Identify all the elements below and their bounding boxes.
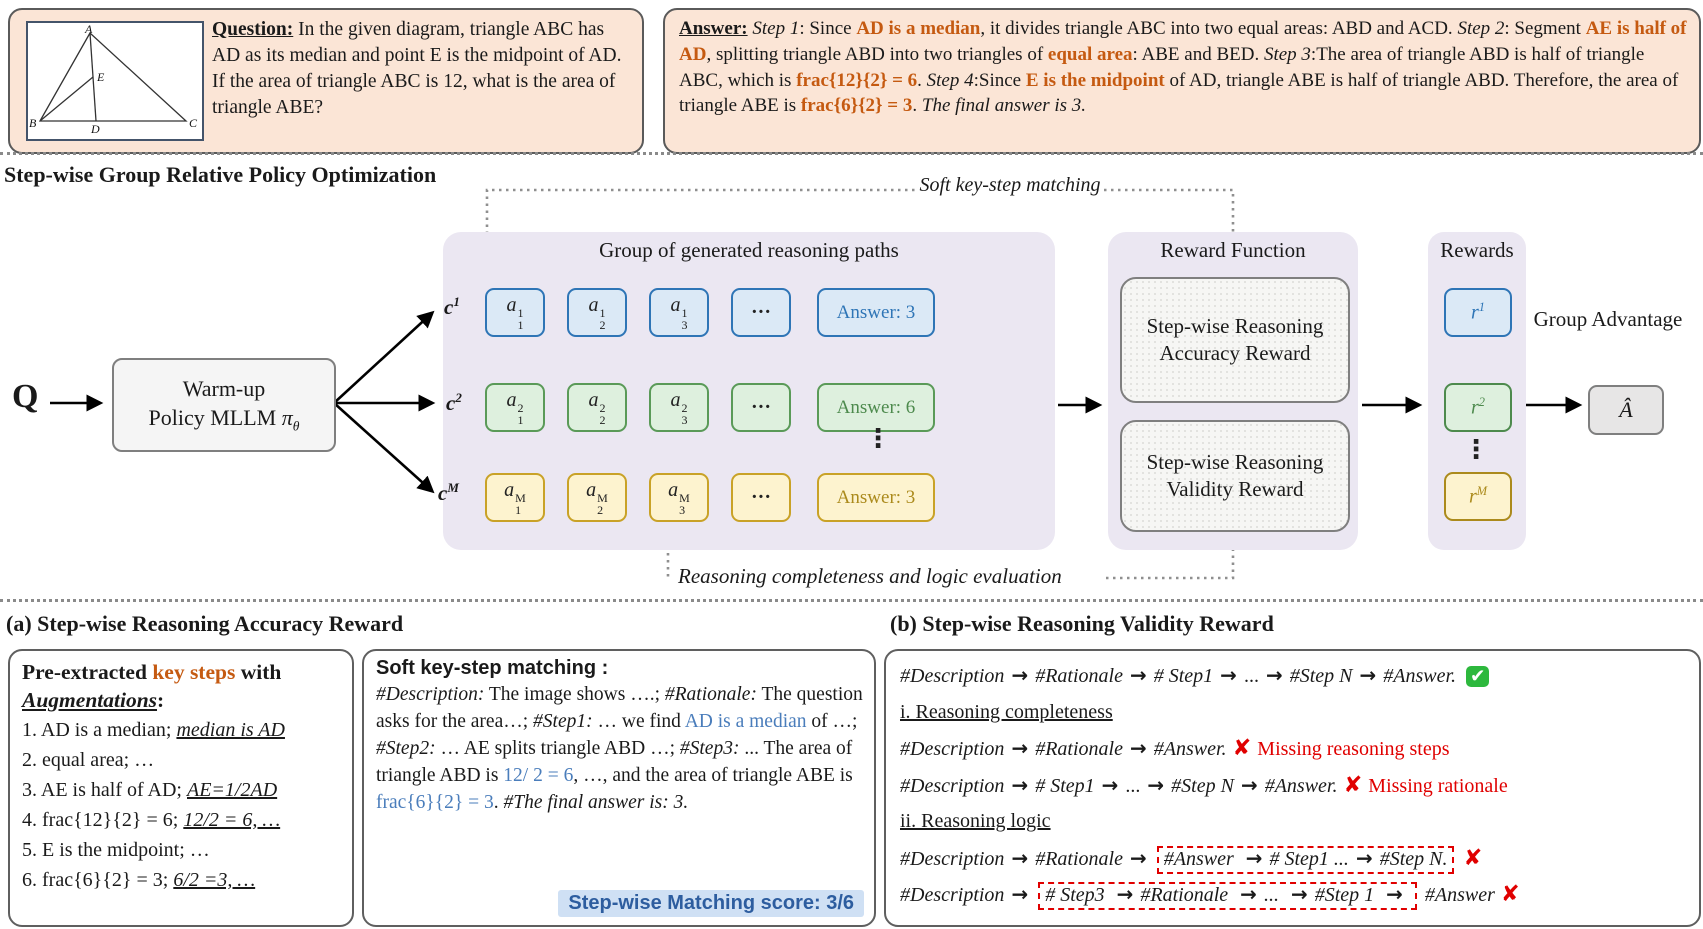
group-advantage-box: Â <box>1588 385 1664 435</box>
ellipsis-cell: ··· <box>731 288 791 337</box>
soft-matching-body: #Description: The image shows ….; #Rationale: The question asks for the area…; #Step1: … we find AD is a median of …; #Step2: … AE splits triangle ABD …; #Step3: ... The area of triangle ABD is 12/ 2 = 6, …, and the area of triangle ABE is frac{6}{2} = 3. #The final answer is: 3. <box>376 684 863 813</box>
key-steps-box <box>8 649 354 927</box>
key-step-item: 3. AE is half of AD; AE=1/2AD <box>22 778 278 801</box>
question-box <box>8 8 644 154</box>
soft-matching-box <box>362 649 876 927</box>
group-panel-title: Group of generated reasoning paths <box>599 238 899 262</box>
missing-steps-line: #Description → #Rationale → #Answer. ✘ Missing reasoning steps <box>900 735 1450 761</box>
reward-cell-rM: $r^M$ <box>1444 472 1512 521</box>
rows-ellipsis: ⋮ <box>865 424 891 454</box>
answer-cell: Answer: 3 <box>817 288 935 337</box>
rewards-ellipsis: ⋮ <box>1463 435 1489 465</box>
bad-order-2-highlight: # Step3 → #Rationale → ... → #Step 1 → <box>1038 882 1417 910</box>
dotted-divider-bottom <box>0 599 1703 602</box>
warmup-line1: Warm-up <box>182 375 266 401</box>
answer-box <box>663 8 1701 154</box>
step-cell: a M 1 <box>485 473 545 522</box>
answer-text: Answer: Step 1: Since AD is a median, it divides triangle ABC into two equal areas: ABD and ACD. Step 2: Segment AE is half of AD, splitting triangle ABD into two triangles of equal area: ABE and BED. Step 3:The area of triangle ABD is half of triangle ABC, which is frac{12}{2} = 6. Step 4:Since E is the midpoint of AD, triangle ABE is half of triangle ABD. Therefore, the area of triangle ABE is frac{6}{2} = 3. The final answer is 3. <box>679 18 1687 117</box>
reward-cell-r2: $r^2$ <box>1444 383 1512 432</box>
step-cell: a 1 2 <box>567 288 627 337</box>
validity-reward-box: Step-wise Reasoning Validity Reward <box>1120 420 1350 532</box>
logic-subheader: ii. Reasoning logic <box>900 810 1051 832</box>
bad-order-1-highlight: #Answer → # Step1 ... → #Step N. <box>1157 846 1455 874</box>
answer-cell: Answer: 3 <box>817 473 935 522</box>
key-step-item: 4. frac{12}{2} = 6; 12/2 = 6, … <box>22 808 281 831</box>
figure-label-e: E <box>97 70 105 84</box>
triangle-diagram <box>28 23 198 135</box>
group-advantage-label: Group Advantage <box>1533 307 1683 331</box>
missing-rationale-line: #Description → # Step1 → ... → #Step N → #Answer. ✘ Missing rationale <box>900 771 1508 798</box>
ellipsis-cell: ··· <box>731 473 791 522</box>
step-cell: a 1 3 <box>649 288 709 337</box>
bad-order-2-suffix: #Answer ✘ <box>1419 881 1520 907</box>
step-cell: a M 3 <box>649 473 709 522</box>
soft-matching-content <box>376 657 864 817</box>
reward-function-panel <box>1108 232 1358 550</box>
matching-score-badge: Step-wise Matching score: 3/6 <box>558 890 864 917</box>
bad-order-line-2 <box>900 876 1691 913</box>
path-label-cM: $c^M$ <box>438 480 459 505</box>
warmup-line2: Policy MLLM $\pi_\theta$ <box>148 405 300 434</box>
section-b-header: (b) Step-wise Reasoning Validity Reward <box>890 611 1274 636</box>
figure-label-a: A <box>85 23 93 36</box>
sgrpo-pipeline <box>0 160 1703 600</box>
bad-order-2-prefix: #Description → <box>900 882 1029 906</box>
soft-matching-title: Soft key-step matching : <box>376 657 609 679</box>
step-cell: a 1 1 <box>485 288 545 337</box>
completeness-subheader: i. Reasoning completeness <box>900 700 1113 723</box>
figure-label-b: B <box>29 116 37 130</box>
step-cell: a 2 1 <box>485 383 545 432</box>
validity-examples-content <box>900 657 1691 913</box>
bad-order-line-1 <box>900 840 1691 877</box>
section-a-header: (a) Step-wise Reasoning Accuracy Reward <box>6 611 404 636</box>
step-cell: a 2 3 <box>649 383 709 432</box>
step-cell: a M 2 <box>567 473 627 522</box>
reward-cell-r1: $r^1$ <box>1444 288 1512 337</box>
key-step-item: 6. frac{6}{2} = 3; 6/2 =3, … <box>22 868 256 891</box>
pipeline-title: Step-wise Group Relative Policy Optimization <box>4 162 437 187</box>
figure-label-c: C <box>189 116 198 130</box>
validity-examples-box <box>884 649 1701 927</box>
dotted-divider-top <box>0 152 1703 155</box>
path-label-c1: $c^1$ <box>444 294 460 319</box>
valid-chain-line: #Description → #Rationale → # Step1 → ... → #Step N → #Answer. ✔ <box>900 657 1691 694</box>
accuracy-reward-box: Step-wise Reasoning Accuracy Reward <box>1120 277 1350 403</box>
rewards-panel <box>1428 232 1526 550</box>
answer-cell: Answer: 6 <box>817 383 935 432</box>
key-steps-title: Pre-extracted key steps with Augmentations: <box>22 660 282 712</box>
triangle-lines <box>40 33 186 121</box>
warmup-policy-box <box>112 358 336 452</box>
reward-function-title: Reward Function <box>1160 238 1306 262</box>
key-step-item: 5. E is the midpoint; … <box>22 838 210 861</box>
key-step-item: 2. equal area; … <box>22 748 155 771</box>
completeness-label: Reasoning completeness and logic evaluation <box>678 564 1062 588</box>
bad-order-1-prefix: #Description → #Rationale → <box>900 845 1147 870</box>
key-step-item: 1. AD is a median; median is AD <box>22 718 285 741</box>
triangle-figure <box>26 21 204 141</box>
path-label-c2: $c^2$ <box>446 390 462 415</box>
rewards-title: Rewards <box>1440 238 1514 262</box>
bad-order-1-mark: ✘ <box>1463 844 1483 871</box>
question-text: Question: In the given diagram, triangle ABC has AD as its median and point E is the midpoint of AD. If the area of triangle ABC is 12, what is the area of triangle ABE? <box>212 19 622 119</box>
ellipsis-cell: ··· <box>731 383 791 432</box>
step-cell: a 2 2 <box>567 383 627 432</box>
input-q-label: Q <box>12 378 39 415</box>
figure-label-d: D <box>91 122 100 135</box>
soft-matching-label: Soft key-step matching <box>919 174 1101 196</box>
key-steps-content <box>22 659 342 895</box>
